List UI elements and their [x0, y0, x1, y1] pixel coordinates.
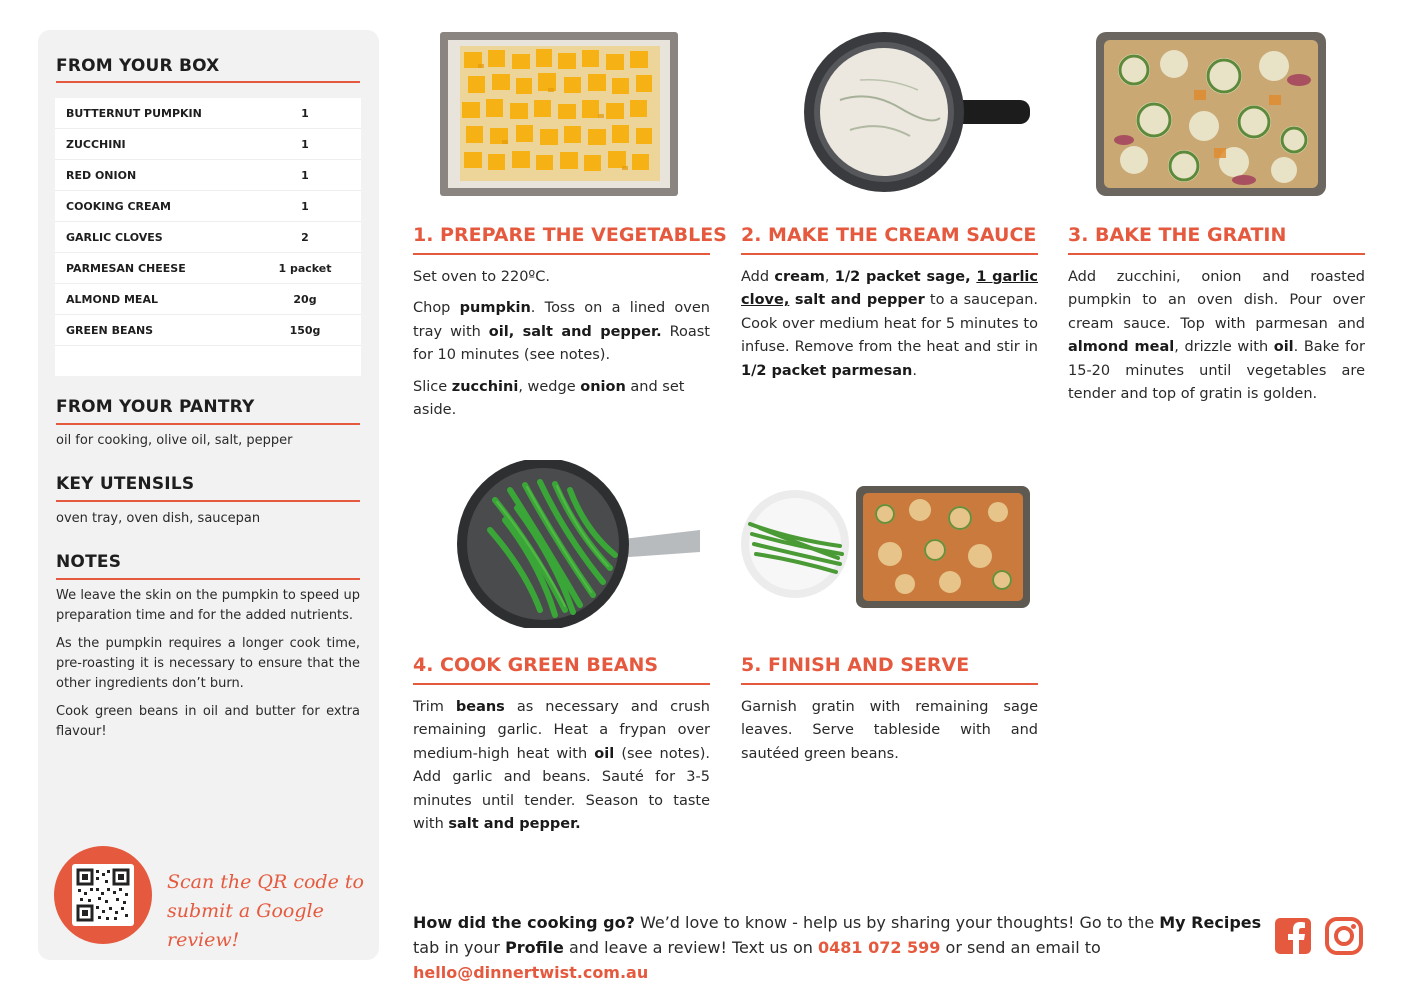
text: and leave a review! Text us on [563, 938, 818, 957]
step-4-title: 4. COOK GREEN BEANS [413, 654, 659, 676]
ingredient-oil: oil [594, 745, 615, 762]
section-rule [56, 81, 360, 83]
qr-caption-line: Scan the QR code to [167, 871, 364, 893]
text: to a saucepan. Cook over medium heat for 5 minutes to infuse. Remove from the heat and stir in [741, 292, 1039, 356]
text: , [824, 269, 835, 285]
step-5-body [741, 696, 1038, 774]
finished-gratin-photo [740, 484, 1032, 610]
ingredient-onion: onion [580, 378, 626, 395]
sidebar [38, 30, 379, 960]
note-item: Cook green beans in oil and butter for extra flavour! [56, 704, 360, 739]
qr-code-icon [72, 864, 134, 926]
step-1-body [413, 266, 710, 430]
ingredient-row [55, 191, 361, 222]
note-item: As the pumpkin requires a longer cook time, pre-roasting it is necessary to ensure that the other ingredients don’t burn. [56, 636, 360, 691]
ingredient-pumpkin: pumpkin [459, 300, 531, 317]
facebook-icon[interactable] [1274, 916, 1312, 956]
ingredient-row [55, 98, 361, 129]
step-3-paragraph [1068, 266, 1365, 406]
ingredient-almond-meal: almond meal [1068, 339, 1175, 356]
ingredient-salt-pepper: salt and pepper. [448, 816, 581, 833]
section-rule [56, 500, 360, 502]
note-item: We leave the skin on the pumpkin to speed up preparation time and for the added nutrients. [56, 588, 360, 623]
phone-link[interactable]: 0481 072 599 [817, 938, 941, 957]
text: as necessary and crush remaining garlic. Heat a frypan over medium-high heat with [413, 699, 710, 762]
step-1-paragraph [413, 376, 710, 423]
ingredient-row [55, 284, 361, 315]
ingredient-name: PARMESAN CHEESE [66, 261, 186, 275]
text: or send an email to [940, 938, 1101, 957]
ingredient-qty: 2 [301, 230, 309, 244]
ingredient-row-empty [55, 346, 361, 376]
step-3-title: 3. BAKE THE GRATIN [1068, 224, 1287, 246]
ingredient-cream: cream [774, 269, 825, 285]
from-your-pantry-title: FROM YOUR PANTRY [56, 397, 255, 417]
step-3-body [1068, 266, 1365, 414]
ingredient-qty: 1 [301, 106, 309, 120]
step-rule [413, 253, 710, 255]
step-rule [1068, 253, 1365, 255]
ingredient-row [55, 160, 361, 191]
text: We’d love to know - help us by sharing your thoughts! Go to the [634, 913, 1160, 932]
ingredient-qty: 1 [301, 168, 309, 182]
text: tab in your [413, 938, 506, 957]
text: Slice [413, 378, 452, 395]
ingredient-name: GREEN BEANS [66, 323, 154, 337]
ingredient-name: GARLIC CLOVES [66, 230, 163, 244]
ingredient-name: ALMOND MEAL [66, 292, 158, 306]
ingredients-table [55, 98, 361, 376]
from-your-box-title: FROM YOUR BOX [56, 56, 220, 76]
text: , drizzle with [1174, 339, 1274, 356]
ingredient-garlic: 1 garlic clove, [741, 269, 1038, 309]
ingredient-qty: 1 [301, 199, 309, 213]
text: (see notes). Add garlic and beans. Sauté for 3-5 minutes until tender. Season to taste with [413, 745, 710, 833]
ingredient-qty: 1 packet [278, 261, 332, 275]
ingredient-beans: beans [455, 699, 505, 715]
step-2-paragraph [741, 266, 1038, 383]
text: Add zucchini, onion and roasted pumpkin to an oven dish. Pour over cream sauce. Top with parmesan and [1068, 269, 1365, 332]
qr-caption-line: submit a Google review! [167, 900, 324, 951]
notes-text [56, 586, 360, 750]
profile-label: Profile [505, 938, 564, 957]
ingredient-row [55, 315, 361, 346]
ingredient-row [55, 129, 361, 160]
ingredient-zucchini: zucchini [451, 378, 519, 395]
section-rule [56, 578, 360, 580]
text: . Toss on a lined oven tray with [413, 300, 710, 340]
key-utensils-title: KEY UTENSILS [56, 474, 195, 494]
step-4-body [413, 696, 710, 844]
step-rule [413, 683, 710, 685]
email-link[interactable]: hello@dinnertwist.com.au [413, 963, 649, 982]
notes-title: NOTES [56, 552, 122, 572]
pumpkin-tray-photo [438, 30, 680, 198]
text: and set aside. [413, 378, 685, 419]
step-1-paragraph [413, 297, 710, 367]
instagram-icon[interactable] [1325, 916, 1363, 956]
text: . [912, 362, 917, 379]
ingredient-name: BUTTERNUT PUMPKIN [66, 106, 202, 120]
ingredient-salt-pepper: salt and pepper [789, 292, 925, 309]
ingredient-name: COOKING CREAM [66, 199, 171, 213]
text: Chop [413, 300, 460, 317]
text: How did the cooking go? [413, 913, 635, 932]
qr-badge [54, 846, 152, 944]
ingredient-sage: 1/2 packet sage, [834, 269, 977, 285]
section-rule [56, 423, 360, 425]
ingredient-name: RED ONION [66, 168, 137, 182]
ingredient-row [55, 222, 361, 253]
step-1-line: Set oven to 220ºC. [413, 269, 550, 285]
my-recipes-label: My Recipes [1159, 913, 1262, 932]
cream-saucepan-photo [800, 30, 1032, 198]
step-1-title: 1. PREPARE THE VEGETABLES [413, 224, 727, 246]
text: Roast for 10 minutes (see notes). [413, 323, 710, 364]
pantry-text: oil for cooking, olive oil, salt, pepper [56, 433, 293, 448]
step-2-title: 2. MAKE THE CREAM SAUCE [741, 224, 1037, 246]
ingredient-qty: 1 [301, 137, 309, 151]
step-rule [741, 253, 1038, 255]
step-5-paragraph: Garnish gratin with remaining sage leaves. Serve tableside with and sautéed green beans. [741, 699, 1038, 762]
ingredient-qty: 20g [293, 292, 317, 306]
step-4-paragraph [413, 696, 710, 836]
text: , wedge [518, 378, 581, 395]
green-beans-frypan-photo [455, 460, 703, 628]
ingredient-parmesan: 1/2 packet parmesan [741, 362, 913, 379]
review-prompt [413, 910, 1263, 985]
ingredient-name: ZUCCHINI [66, 137, 126, 151]
text: Add [741, 269, 775, 285]
step-2-body [741, 266, 1038, 391]
gratin-dish-photo [1094, 30, 1328, 198]
ingredient-row [55, 253, 361, 284]
text: . Bake for 15-20 minutes until vegetables are tender and top of gratin is golden. [1068, 339, 1365, 403]
ingredient-qty: 150g [289, 323, 321, 337]
ingredient-oil-salt-pepper: oil, salt and pepper. [488, 323, 662, 340]
text: Trim [413, 699, 456, 715]
utensils-text: oven tray, oven dish, saucepan [56, 511, 261, 526]
step-rule [741, 683, 1038, 685]
step-5-title: 5. FINISH AND SERVE [741, 654, 970, 676]
ingredient-oil: oil [1273, 339, 1294, 356]
qr-caption [167, 868, 367, 955]
